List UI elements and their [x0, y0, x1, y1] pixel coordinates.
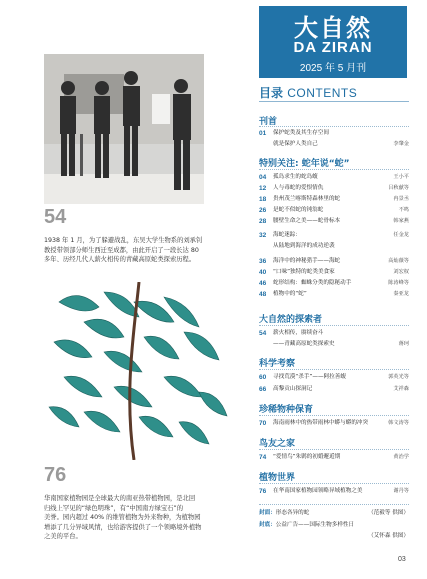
- section-title: 刊首: [259, 117, 278, 127]
- entry-title: “爱情鸟”朱鹮的初婚邂逅期: [273, 454, 341, 460]
- entry-author: 谢丹等: [393, 488, 409, 494]
- toc-entry[interactable]: [259, 267, 409, 278]
- cover-label: 封底：: [259, 522, 276, 528]
- feature2-page-number: 76: [44, 464, 67, 486]
- entry-title: 就是保护人类自己: [273, 141, 318, 147]
- section-rule: [259, 126, 409, 127]
- toc-entry[interactable]: [259, 128, 409, 139]
- toc-entry[interactable]: [259, 230, 409, 241]
- entry-title: 寻找荒漠“杀手”——阿拉善蝮: [273, 374, 346, 380]
- caption-line: 1938 年 1 月，为了躲避战乱，东吴大学生物系的刘承钊: [44, 237, 203, 244]
- masthead-issue: 2025 年 5 月刊: [299, 63, 367, 74]
- section-rule: [259, 483, 409, 484]
- toc-entry[interactable]: [259, 452, 409, 463]
- cover-text: 形态各异的蛇: [275, 510, 310, 516]
- toc-heading-cn: 目录: [259, 86, 284, 100]
- entry-author: 韩文涛等: [388, 420, 409, 426]
- entry-page: 54: [259, 330, 267, 337]
- section-title: 大自然的探索者: [259, 315, 323, 325]
- page-number: 03: [398, 556, 406, 563]
- historical-expedition-photo: [44, 54, 204, 204]
- section-rule: [259, 325, 409, 326]
- entry-title: 是蛇不似蛇的钝翁蛇: [273, 207, 324, 213]
- entry-author: 任金龙: [393, 232, 409, 238]
- toc-entry[interactable]: [259, 139, 409, 150]
- caption-line: 归线上罕见的“绿色明珠”，有“中国南方绿宝石”的: [44, 504, 183, 512]
- feature1-caption: [44, 236, 234, 265]
- section-title: 鸟友之家: [259, 439, 296, 449]
- cover-credit: （艾怀森 供图）: [368, 533, 409, 539]
- entry-title: 保护蛇类及其生存空间: [273, 130, 329, 136]
- entry-page: 76: [259, 488, 267, 495]
- entry-title: 人与毒蛇的爱恨情仇: [273, 185, 324, 191]
- entry-page: 48: [259, 291, 267, 298]
- entry-author: 不鸣: [398, 207, 409, 213]
- cover-credit-front: [259, 508, 409, 518]
- entry-page: 74: [259, 454, 267, 461]
- entry-title: 腰壁生命之美——蛇骨标本: [273, 218, 341, 224]
- entry-title: ——青藏高原蛇类探索史: [273, 341, 335, 347]
- entry-title: 蛇形结构：蜘蛛分类的隐秘动手: [273, 280, 352, 286]
- caption-line: 华南国家植物园是全球最大的南亚热带植物园，是北回: [44, 495, 196, 502]
- section-rule: [259, 415, 409, 416]
- toc-entry[interactable]: [259, 486, 409, 497]
- feature1-page-number: 54: [44, 206, 67, 228]
- caption-line: 之美的平台。: [44, 533, 82, 541]
- entry-page: 28: [259, 218, 267, 225]
- toc-entry[interactable]: [259, 241, 409, 252]
- section-rule: [259, 449, 409, 450]
- entry-page: 18: [259, 196, 267, 203]
- entry-author: 高灿薇等: [388, 258, 409, 264]
- entry-title: 孤岛求生的蛇岛蝮: [273, 174, 318, 180]
- entry-title: 海洋中的神秘猎手——海蛇: [273, 258, 341, 264]
- entry-page: 46: [259, 280, 267, 287]
- masthead-title-en: DA ZIRAN: [293, 39, 373, 56]
- entry-title: 贵州茂兰喀斯特森林里的蛇: [273, 196, 341, 202]
- entry-page: 70: [259, 420, 267, 427]
- toc-entry[interactable]: [259, 278, 409, 289]
- entry-page: 60: [259, 374, 267, 381]
- entry-title: 海南雨林中的热带雨林中蟒与蟒的冲突: [273, 420, 369, 426]
- entry-author: 蒋珂: [398, 341, 409, 347]
- toc-entry[interactable]: [259, 418, 409, 429]
- toc-entry[interactable]: [259, 339, 409, 350]
- entry-author: 吕秋献等: [388, 185, 409, 191]
- cover-credit: （范毅等 供图）: [368, 510, 409, 516]
- entry-title: 薪火相传，赓续奋斗: [273, 330, 324, 336]
- entry-title: 植物中的“蛇”: [273, 291, 307, 297]
- feature2-caption: [44, 494, 236, 542]
- entry-title: 在华南国家植物园领略异域植物之美: [273, 488, 363, 494]
- toc-entry[interactable]: [259, 289, 409, 300]
- entry-author: 秦亚龙: [393, 291, 409, 297]
- jade-vine-flower-photo: [44, 282, 234, 460]
- toc-entry[interactable]: [259, 372, 409, 383]
- entry-title: “口味”独特的蛇类美食家: [273, 269, 335, 275]
- section-rule: [259, 369, 409, 370]
- entry-author: 黄治学: [393, 454, 409, 460]
- entry-title: 高黎贡山探洞记: [273, 386, 313, 392]
- entry-page: 12: [259, 185, 267, 192]
- section-title: 植物世界: [259, 473, 296, 483]
- caption-line: 增添了几分异域风情，也给游客提供了一个领略境外植物: [44, 523, 202, 531]
- toc-entry[interactable]: [259, 172, 409, 183]
- toc-entry[interactable]: [259, 256, 409, 267]
- entry-author: 韩家燕: [393, 218, 409, 224]
- magazine-masthead: [259, 6, 407, 78]
- toc-entry[interactable]: [259, 216, 409, 227]
- entry-author: 艾祥森: [393, 386, 409, 392]
- entry-author: 王小平: [393, 174, 409, 180]
- toc-entry[interactable]: [259, 328, 409, 339]
- caption-line: 多年、历经几代人薪火相传的青藏高原蛇类探索历程。: [44, 256, 196, 264]
- entry-page: 32: [259, 232, 267, 239]
- toc-entry[interactable]: [259, 183, 409, 194]
- toc-divider: [259, 101, 409, 102]
- cover-label: 封面：: [259, 510, 276, 516]
- entry-author: 刘宏权: [393, 269, 409, 275]
- cover-rule: [259, 504, 409, 505]
- entry-page: 66: [259, 386, 267, 393]
- toc-entry[interactable]: [259, 205, 409, 216]
- entry-page: 26: [259, 207, 267, 214]
- toc-entry[interactable]: [259, 194, 409, 205]
- entry-author: 郭英光等: [388, 374, 409, 380]
- masthead-title-cn: 大自然: [294, 13, 372, 42]
- entry-title: 从陆地到海洋的成功逆袭: [273, 243, 335, 249]
- entry-page: 01: [259, 130, 267, 137]
- entry-page: 36: [259, 258, 267, 265]
- toc-entry[interactable]: [259, 384, 409, 395]
- section-rule: [259, 169, 409, 170]
- entry-author: 李肇金: [393, 141, 409, 147]
- caption-line: 美誉。园内超过 40% 的维管植物为外来物种，为植物园: [44, 514, 201, 522]
- section-title: 珍稀物种保育: [259, 405, 314, 415]
- cover-text: 公益广告——国际生物多样性日: [275, 522, 355, 528]
- section-title: 科学考察: [259, 359, 296, 369]
- section-title: 特别关注: 蛇年说“蛇”: [259, 159, 350, 169]
- entry-author: 冉景丞: [393, 196, 409, 202]
- entry-title: 海蛇迷踪：: [273, 232, 301, 238]
- entry-page: 04: [259, 174, 267, 181]
- toc-heading: [259, 84, 357, 101]
- toc-heading-en: CONTENTS: [287, 86, 358, 100]
- entry-author: 陈涛峰等: [388, 280, 409, 286]
- caption-line: 教授带领部分师生西迁至成都，由此开启了一段长达 80: [44, 246, 199, 254]
- entry-page: 40: [259, 269, 267, 276]
- cover-credit-back: [259, 520, 409, 530]
